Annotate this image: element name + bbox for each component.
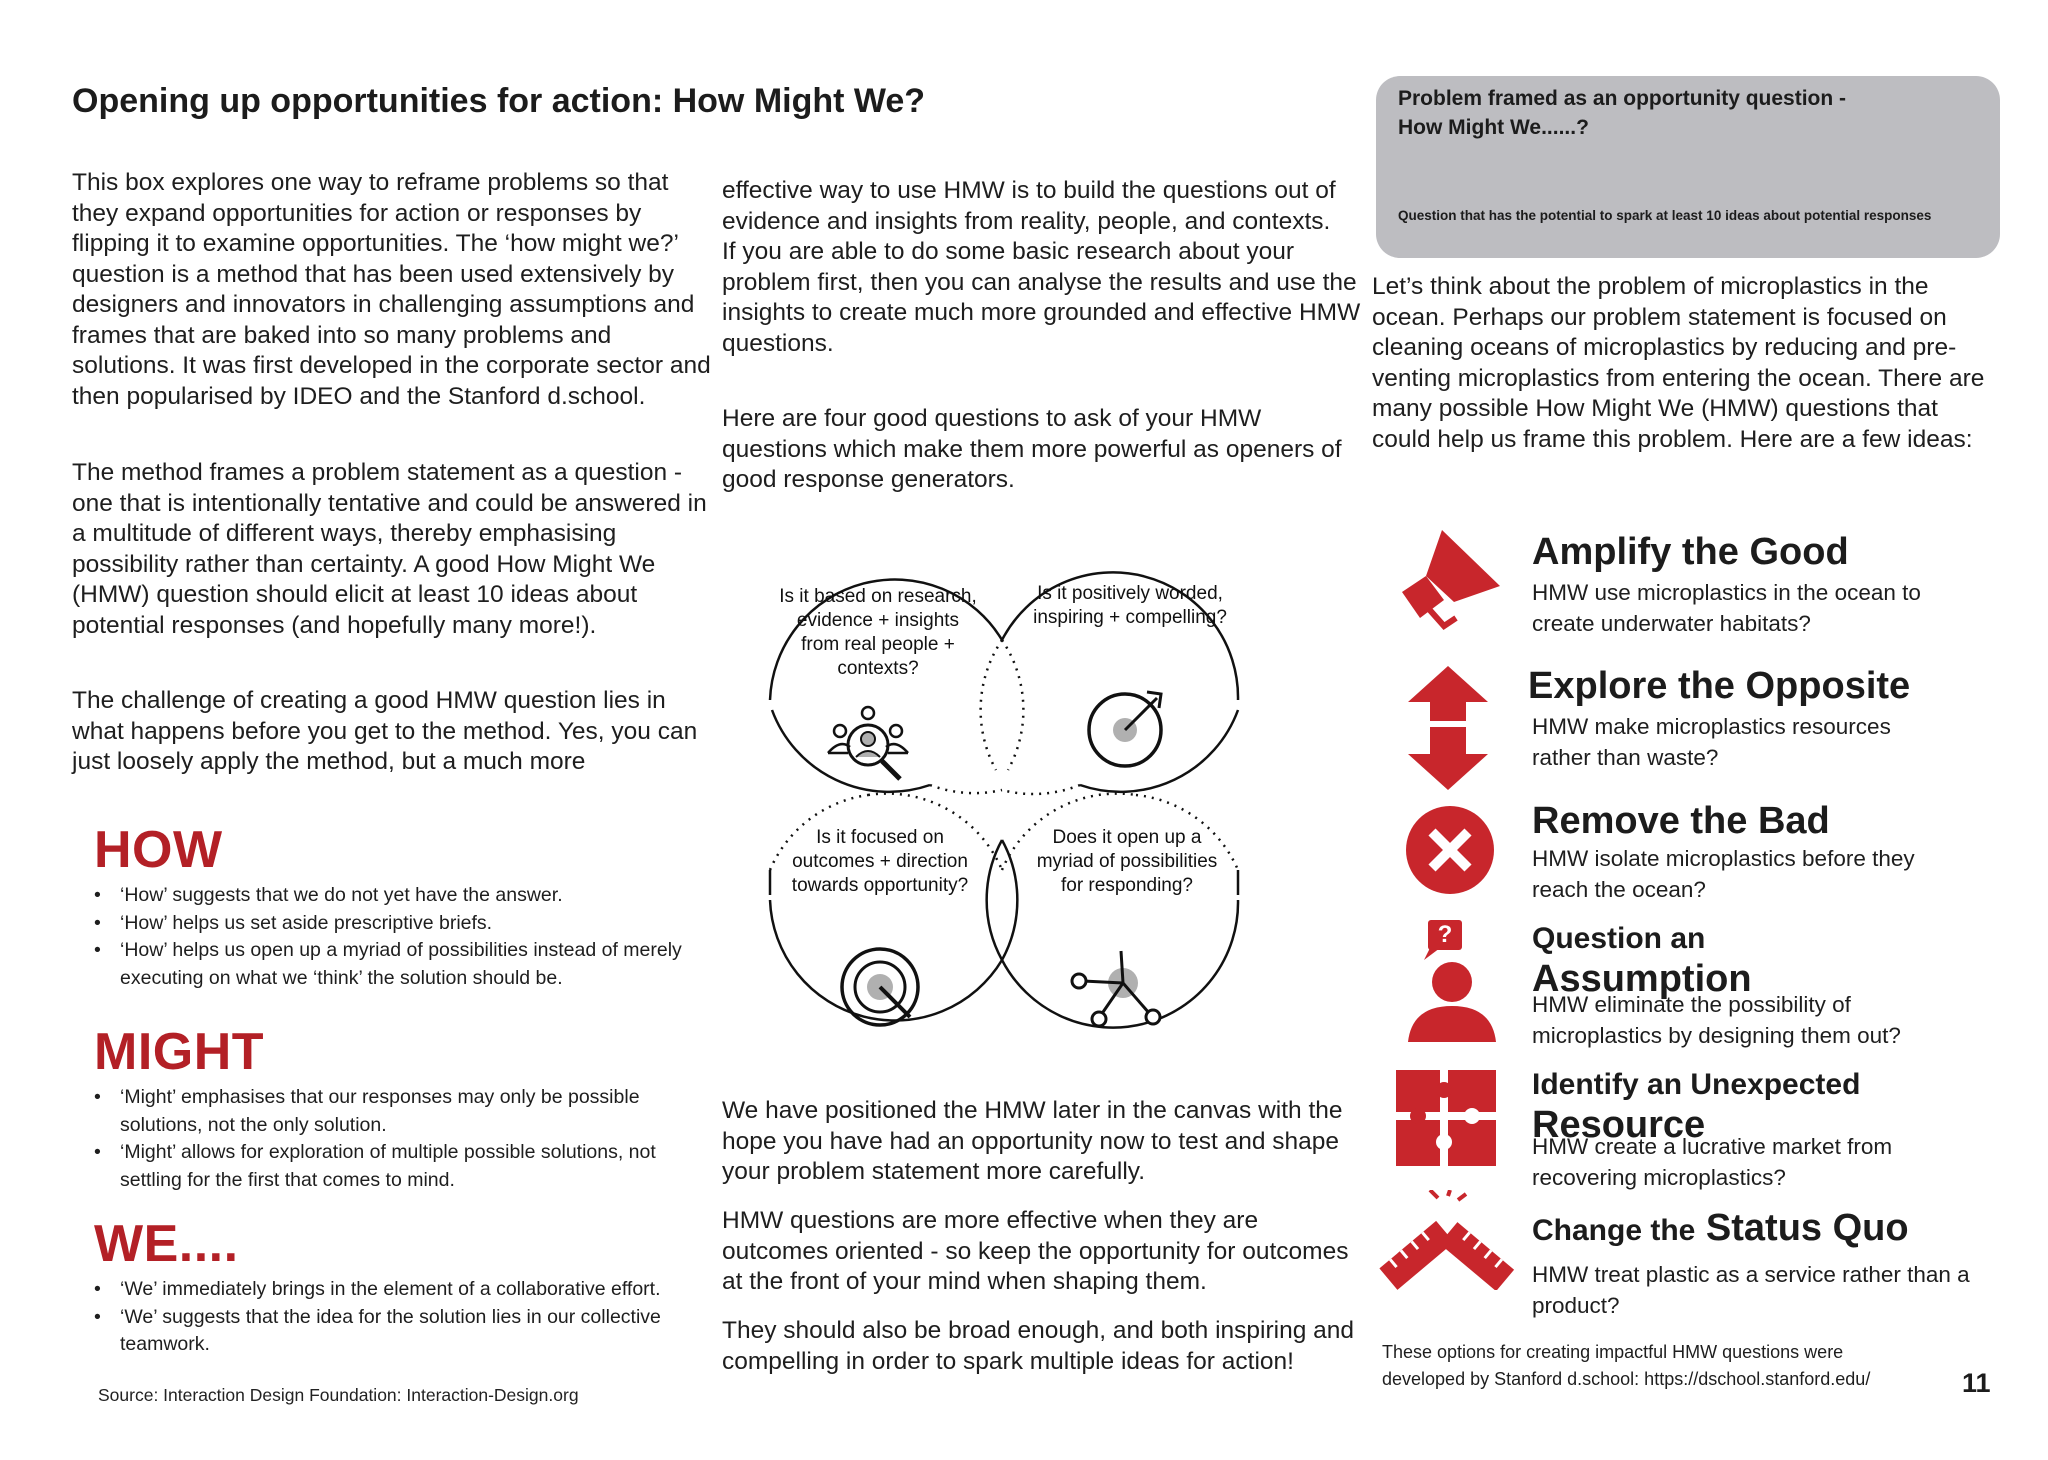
- list-item: • ‘We’ immediately brings in the element of a collaborative effort.: [94, 1276, 694, 1304]
- might-section: [94, 1022, 694, 1194]
- status-text: HMW treat plastic as a service rather than a product?: [1532, 1262, 1970, 1318]
- problem-frame-box: [1376, 76, 2000, 258]
- source-credit: Source: Interaction Design Foundation: Interaction-Design.org: [98, 1385, 579, 1405]
- diagram-question-1: Is it based on research, evidence + insights from real people + contexts?: [779, 586, 977, 679]
- puzzle-icon: [1396, 1070, 1496, 1166]
- list-item: • ‘How’ suggests that we do not yet have the answer.: [94, 882, 694, 910]
- megaphone-icon: [1392, 528, 1502, 638]
- four-questions-paragraph: Here are four good questions to ask of your HMW questions which make them more powerful as openers of good response generators.: [722, 405, 1342, 493]
- how-bullets: [94, 882, 694, 992]
- network-icon: [1072, 951, 1160, 1026]
- up-down-arrow-icon: [1408, 666, 1488, 790]
- opposite-heading: Explore the Opposite: [1528, 665, 1911, 707]
- frame-box-title: Problem framed as an opportunity question - How Might We......?: [1398, 87, 1847, 139]
- might-heading: MIGHT: [94, 1023, 265, 1081]
- x-circle-icon: [1406, 806, 1494, 894]
- microplastics-intro: Let’s think about the problem of microplastics in the ocean. Perhaps our problem statement is focused on cleaning oceans of microplastics by reducing and pre-venting microplastics from entering the ocean. There are many possible How Might We (HMW) questions that could help us frame this problem. Here are a few ideas:: [1372, 273, 1985, 453]
- how-heading: HOW: [94, 821, 223, 879]
- list-item: • ‘Might’ allows for exploration of multiple possible solutions, not settling for the first that comes to mind.: [94, 1139, 694, 1194]
- might-bullets: [94, 1084, 694, 1194]
- amplify-text: HMW use microplastics in the ocean to create underwater habitats?: [1532, 580, 1921, 636]
- question-badge: ?: [1437, 921, 1453, 948]
- we-heading: WE....: [94, 1215, 239, 1273]
- status-heading: Change the Status Quo: [1532, 1207, 1909, 1249]
- hmw-evidence-text: effective way to use HMW is to build the questions out of evidence and insights from reality, people, and contexts. If you are able to do some basic research about your problem first, then you can analyse the results and use the insights to create much more grounded and effective HMW questions.: [722, 177, 1361, 357]
- people-search-icon: [828, 707, 908, 779]
- outcomes-paragraph: HMW questions are more effective when they are outcomes oriented - so keep the opportunity for outcomes at the front of your mind when shaping them.: [722, 1207, 1349, 1295]
- diagram-question-3: Is it focused on outcomes + direction towards opportunity?: [791, 827, 969, 896]
- list-item: • ‘How’ helps us open up a myriad of possibilities instead of merely executing on what we ‘think’ the solution should be.: [94, 937, 694, 992]
- we-section: [94, 1214, 694, 1359]
- list-item: • ‘We’ suggests that the idea for the solution lies in our collective teamwork.: [94, 1304, 694, 1359]
- page-number: 11: [1962, 1368, 1991, 1398]
- frame-box-subtitle: Question that has the potential to spark at least 10 ideas about potential responses: [1398, 208, 1932, 223]
- dschool-credit: These options for creating impactful HMW questions were developed by Stanford d.school: https://dschool.stanford.edu/: [1382, 1342, 1871, 1389]
- remove-heading: Remove the Bad: [1532, 800, 1830, 842]
- diagram-question-2: Is it positively worded, inspiring + compelling?: [1033, 583, 1227, 628]
- amplify-heading: Amplify the Good: [1532, 531, 1849, 573]
- method-paragraph: The method frames a problem statement as a question - one that is intentionally tentative and could be answered in a multitude of different ways, thereby emphasising possibility rather than certainty. A good How Might We (HMW) question should elicit at least 10 ideas about potential responses (and hopefully many more!).: [72, 459, 707, 639]
- page-title: Opening up opportunities for action: How Might We?: [72, 82, 926, 120]
- we-bullets: [94, 1276, 694, 1359]
- opposite-text: HMW make microplastics resources rather than waste?: [1532, 714, 1891, 770]
- target-arrow-icon: [1089, 692, 1161, 766]
- resource-text: HMW create a lucrative market from recovering microplastics?: [1532, 1134, 1893, 1190]
- diagram-question-4: Does it open up a myriad of possibilities for responding?: [1036, 827, 1218, 896]
- positioning-paragraph: We have positioned the HMW later in the canvas with the hope you have had an opportunity now to test and shape your problem statement more carefully.: [722, 1097, 1343, 1185]
- challenge-paragraph: The challenge of creating a good HMW question lies in what happens before you get to the method. Yes, you can just loosely apply the method, but a much more: [72, 687, 698, 775]
- person-question-icon: [1404, 920, 1500, 1042]
- list-item: • ‘Might’ emphasises that our responses may only be possible solutions, not the only solution.: [94, 1084, 694, 1139]
- question-text: HMW eliminate the possibility of microplastics by designing them out?: [1532, 992, 1901, 1048]
- remove-text: HMW isolate microplastics before they reach the ocean?: [1532, 846, 1915, 902]
- intro-paragraph: This box explores one way to reframe problems so that they expand opportunities for action or responses by flipping it to examine opportunities. The ‘how might we?’ question is a method that has been used extensively by designers and innovators in challenging assumptions and frames that are baked into so many problems and solutions. It was first developed in the corporate sector and then popularised by IDEO and the Stanford d.school.: [72, 169, 711, 410]
- broken-ruler-icon: [1376, 1190, 1516, 1290]
- how-section: [94, 820, 694, 992]
- resource-heading: Identify an Unexpected Resource: [1532, 1068, 1861, 1146]
- broad-paragraph: They should also be broad enough, and both inspiring and compelling in order to spark multiple ideas for action!: [722, 1317, 1355, 1375]
- list-item: • ‘How’ helps us set aside prescriptive briefs.: [94, 910, 694, 938]
- bullseye-icon: [842, 949, 918, 1025]
- question-heading: Question an Assumption: [1532, 922, 1752, 1000]
- hmw-four-questions-diagram: [740, 540, 1280, 1060]
